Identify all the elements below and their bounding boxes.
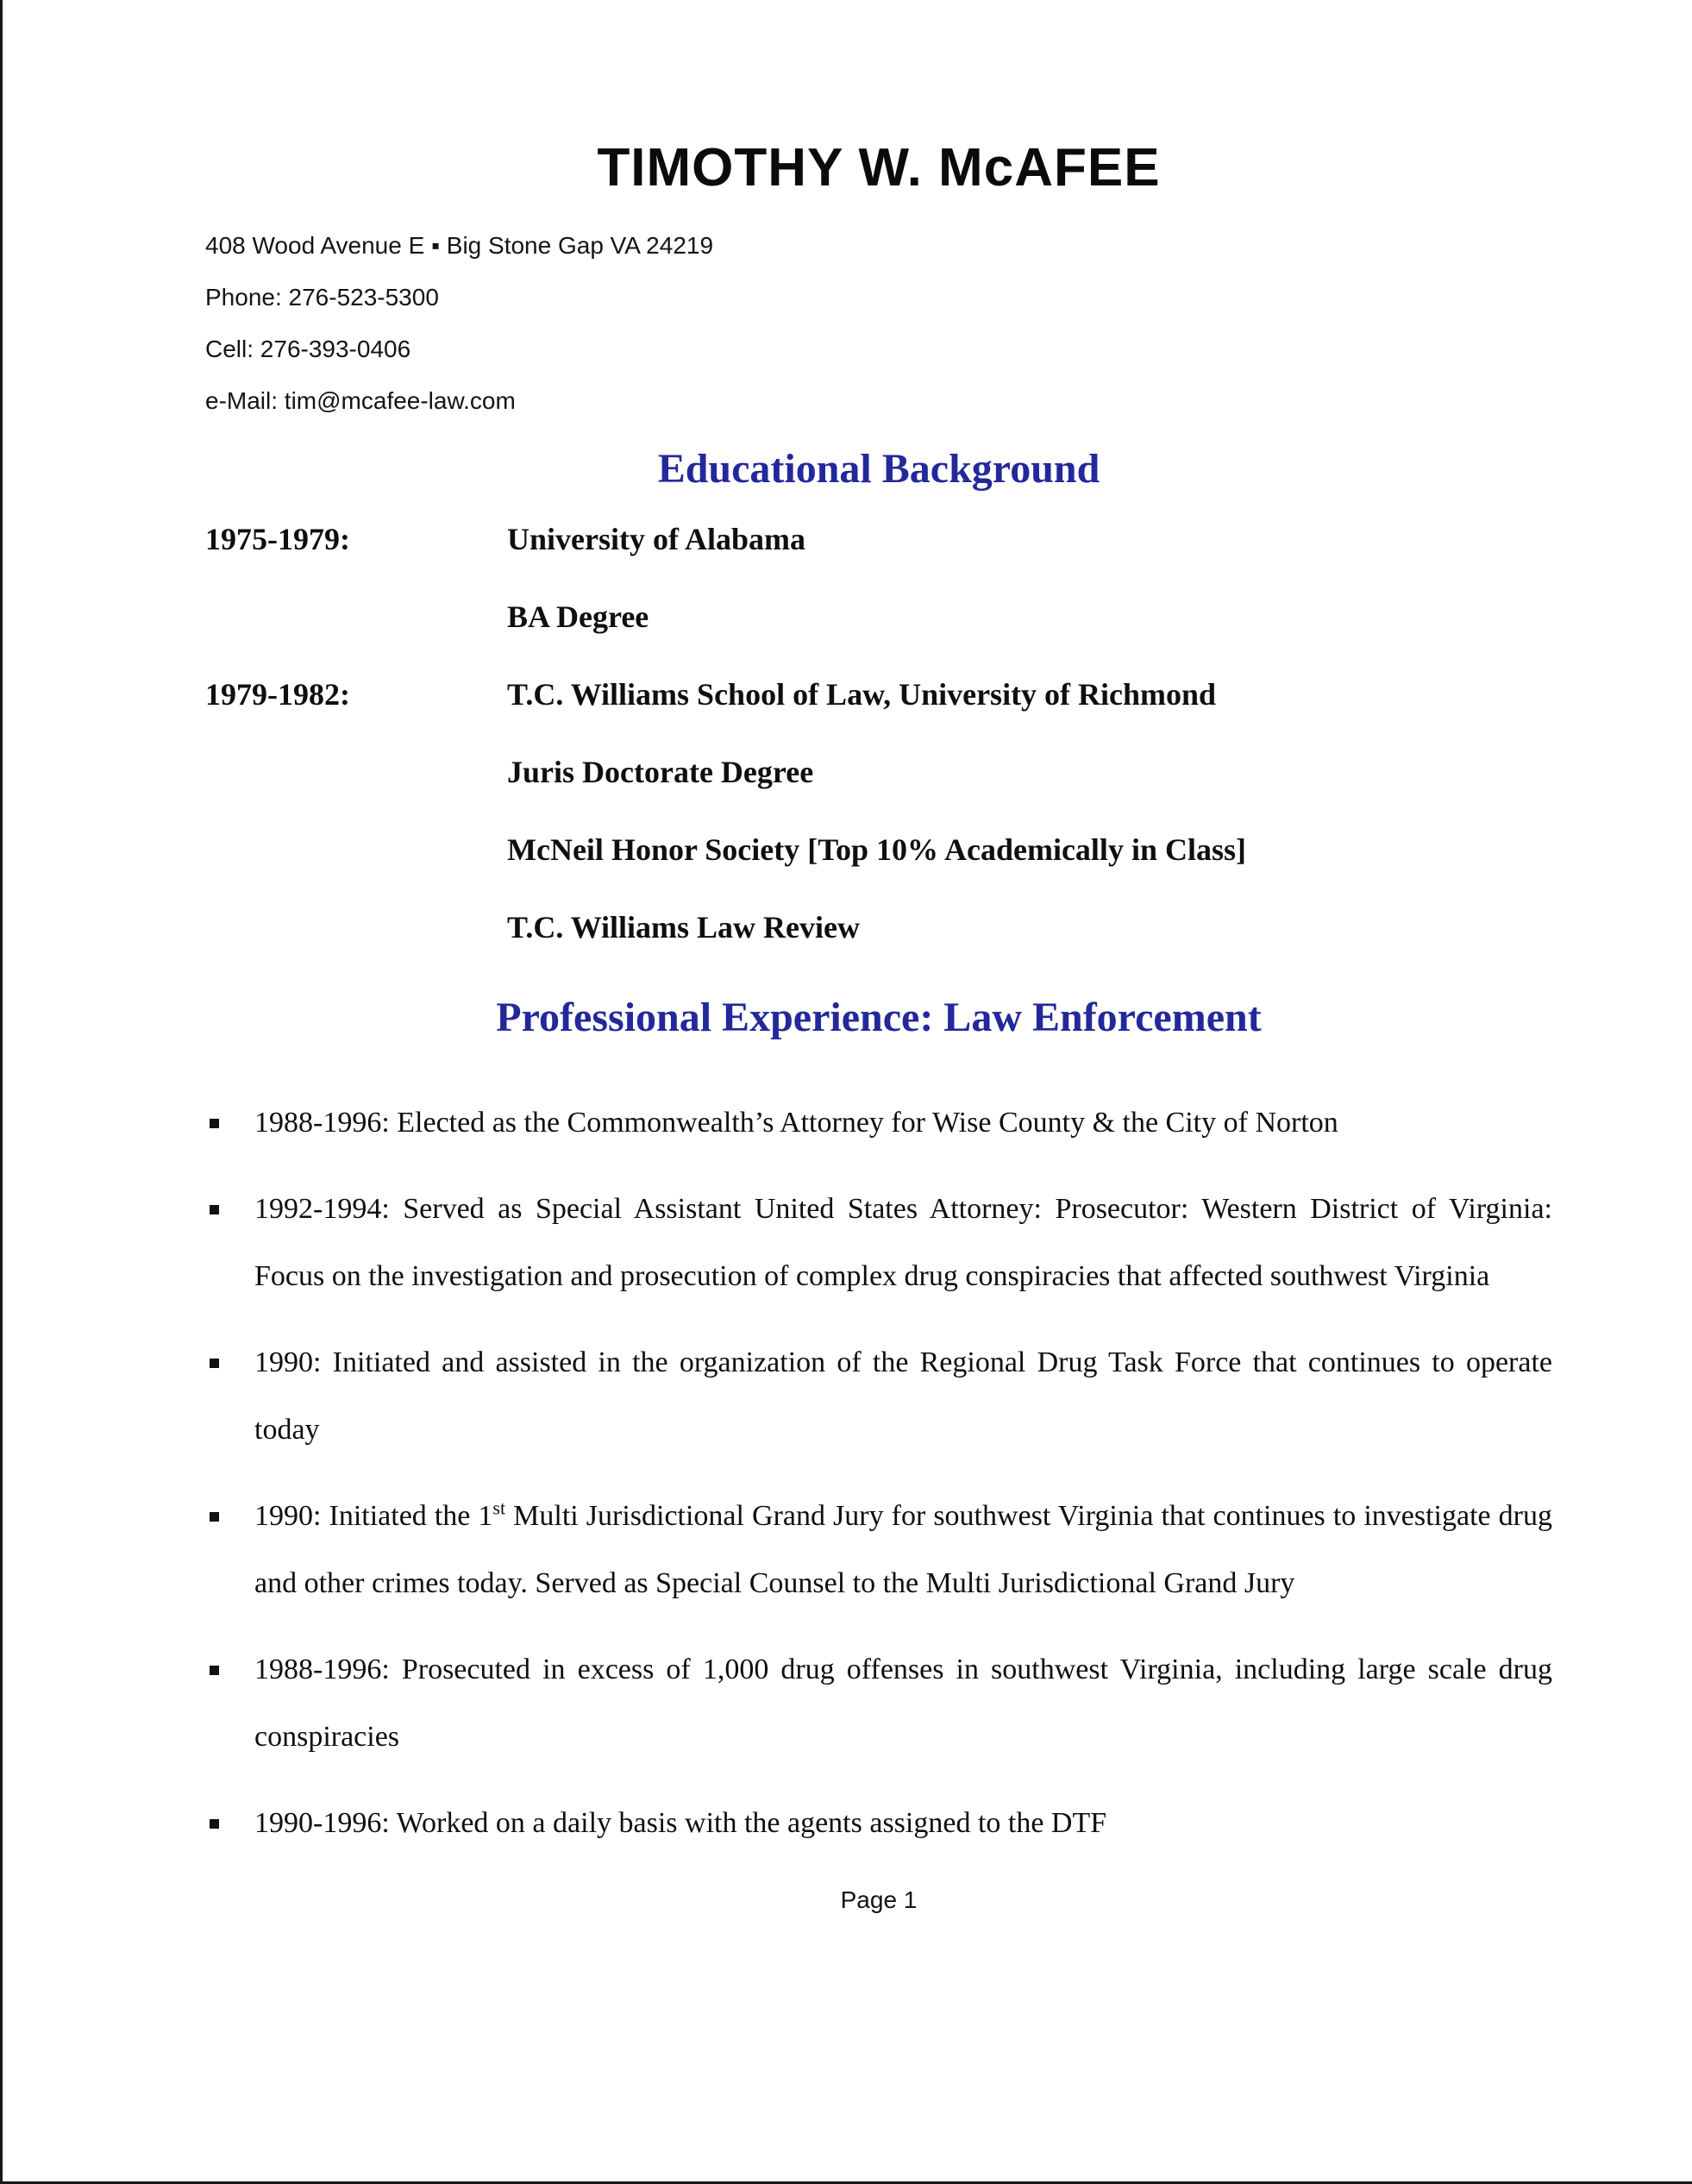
education-detail: BA Degree	[507, 599, 649, 634]
education-row	[205, 827, 1552, 872]
education-detail: University of Alabama	[507, 522, 805, 556]
page-number: Page 1	[840, 1886, 918, 1913]
bullet-square-icon	[210, 1512, 219, 1522]
bullet-square-icon	[210, 1819, 219, 1829]
education-rows	[205, 517, 1552, 950]
education-period	[205, 827, 507, 872]
experience-bullet	[205, 1636, 1552, 1771]
education-row	[205, 594, 1552, 639]
section-title-experience: Professional Experience: Law Enforcement	[496, 995, 1262, 1040]
bullet-square-icon	[210, 1666, 219, 1675]
bullet-text: 1988-1996: Prosecuted in excess of 1,000 drug offenses in southwest Virginia, including large scale drug conspiracies	[254, 1654, 1552, 1753]
education-row	[205, 517, 1552, 562]
education-period	[205, 750, 507, 794]
education-detail: T.C. Williams School of Law, University of Richmond	[507, 677, 1217, 712]
education-detail: Juris Doctorate Degree	[507, 755, 814, 789]
person-name: TIMOTHY W. McAFEE	[597, 138, 1161, 198]
bullet-text: 1990: Initiated and assisted in the organization of the Regional Drug Task Force that continues to operate today	[254, 1346, 1552, 1446]
bullet-square-icon	[210, 1359, 219, 1368]
education-row	[205, 672, 1552, 717]
bullet-text: Multi Jurisdictional Grand Jury for southwest Virginia that continues to investigate drug and other crimes today. Served as Special Counsel to the Multi Jurisdictional Grand Jury	[254, 1500, 1552, 1599]
experience-bullet	[205, 1790, 1552, 1857]
education-row	[205, 905, 1552, 950]
education-detail: McNeil Honor Society [Top 10% Academically in Class]	[507, 832, 1246, 867]
contact-cell: Cell: 276-393-0406	[205, 336, 411, 362]
education-period	[205, 594, 507, 639]
contact-email: e-Mail: tim@mcafee-law.com	[205, 387, 516, 414]
bullet-text: 1990-1996: Worked on a daily basis with the agents assigned to the DTF	[254, 1807, 1107, 1839]
bullet-text: st	[492, 1497, 506, 1519]
experience-bullet	[205, 1329, 1552, 1464]
experience-bullet	[205, 1483, 1552, 1617]
experience-bullet-list	[205, 1089, 1552, 1857]
contact-block	[205, 220, 1552, 427]
bullet-text: 1992-1994: Served as Special Assistant United States Attorney: Prosecutor: Western District of Virginia: Focus on the investigation and prosecution of complex drug conspiracies that affected southwest Virginia	[254, 1193, 1552, 1292]
section-title-education: Educational Background	[657, 446, 1100, 492]
experience-bullet	[205, 1089, 1552, 1157]
experience-bullet	[205, 1176, 1552, 1310]
education-period: 1975-1979:	[205, 522, 350, 556]
bullet-square-icon	[210, 1205, 219, 1214]
bullet-text: 1988-1996: Elected as the Commonwealth’s Attorney for Wise County & the City of Norton	[254, 1107, 1338, 1139]
bullet-square-icon	[210, 1119, 219, 1128]
contact-phone: Phone: 276-523-5300	[205, 284, 439, 311]
education-period: 1979-1982:	[205, 677, 350, 712]
contact-address: 408 Wood Avenue E ▪ Big Stone Gap VA 24219	[205, 232, 714, 259]
education-detail: T.C. Williams Law Review	[507, 910, 861, 945]
education-row	[205, 750, 1552, 794]
education-period	[205, 905, 507, 950]
bullet-text: 1990: Initiated the 1	[254, 1500, 493, 1532]
